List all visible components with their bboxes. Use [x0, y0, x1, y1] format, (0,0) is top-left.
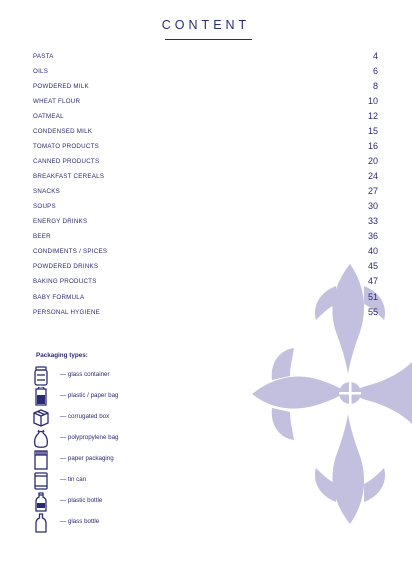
toc-label: POWDERED MILK	[33, 83, 89, 90]
packaging-label: — plastic / paper bag	[60, 392, 119, 399]
toc-label: CONDIMENTS / SPICES	[33, 248, 108, 255]
toc-page-number: 15	[367, 126, 378, 136]
toc-row[interactable]	[33, 307, 378, 322]
packaging-types-heading: Packaging types:	[36, 352, 88, 359]
toc-page-number: 51	[367, 292, 378, 302]
toc-label: PASTA	[33, 53, 54, 60]
toc-page-number: 55	[367, 307, 378, 317]
toc-page-number: 47	[367, 276, 378, 286]
toc-row[interactable]	[33, 201, 378, 216]
toc-label: PERSONAL HYGIENE	[33, 309, 101, 316]
toc-row[interactable]	[33, 51, 378, 66]
packaging-label: — glass container	[60, 371, 110, 378]
paper-packaging-icon	[33, 450, 49, 470]
toc-page-number: 27	[367, 186, 378, 196]
toc-row[interactable]	[33, 66, 378, 81]
toc-page-number: 24	[367, 171, 378, 181]
toc-row[interactable]	[33, 126, 378, 141]
toc-label: SOUPS	[33, 203, 56, 210]
toc-page-number: 30	[367, 201, 378, 211]
toc-label: BREAKFAST CEREALS	[33, 173, 105, 180]
toc-label: CANNED PRODUCTS	[33, 158, 100, 165]
toc-label: BAKING PRODUCTS	[33, 278, 97, 285]
toc-row[interactable]	[33, 186, 378, 201]
tin-can-icon	[33, 471, 49, 491]
toc-label: CONDENSED MILK	[33, 128, 93, 135]
toc-label: OATMEAL	[33, 113, 64, 120]
toc-row[interactable]	[33, 171, 378, 186]
toc-row[interactable]	[33, 261, 378, 276]
packaging-label: — tin can	[60, 476, 87, 483]
toc-row[interactable]	[33, 141, 378, 156]
toc-label: BABY FORMULA	[33, 294, 85, 301]
toc-label: TOMATO PRODUCTS	[33, 143, 99, 150]
toc-page-number: 8	[372, 81, 378, 91]
toc-row[interactable]	[33, 246, 378, 261]
corrugated-box-icon	[33, 408, 49, 428]
toc-page-number: 36	[367, 231, 378, 241]
toc-label: ENERGY DRINKS	[33, 218, 88, 225]
packaging-label: — corrugated box	[60, 413, 110, 420]
toc-page-number: 20	[367, 156, 378, 166]
title-underline	[165, 39, 252, 40]
packaging-label: — polypropylene bag	[60, 434, 119, 441]
toc-label: WHEAT FLOUR	[33, 98, 81, 105]
glass-bottle-icon	[33, 513, 49, 533]
toc-label: SNACKS	[33, 188, 60, 195]
toc-page-number: 45	[367, 261, 378, 271]
toc-page-number: 4	[372, 51, 378, 61]
toc-row[interactable]	[33, 292, 378, 307]
toc-row[interactable]	[33, 96, 378, 111]
glass-container-icon	[33, 366, 49, 386]
toc-row[interactable]	[33, 111, 378, 126]
packaging-label: — paper packaging	[60, 455, 114, 462]
toc-row[interactable]	[33, 81, 378, 96]
toc-page-number: 6	[372, 66, 378, 76]
toc-row[interactable]	[33, 231, 378, 246]
toc-page-number: 16	[367, 141, 378, 151]
packaging-label: — glass bottle	[60, 518, 100, 525]
toc-label: BEER	[33, 233, 51, 240]
plastic-bottle-icon	[33, 492, 49, 512]
plastic-paper-bag-icon	[33, 387, 49, 407]
toc-page-number: 10	[367, 96, 378, 106]
toc-row[interactable]	[33, 276, 378, 291]
toc-page-number: 12	[367, 111, 378, 121]
toc-page-number: 33	[367, 216, 378, 226]
packaging-label: — plastic bottle	[60, 497, 103, 504]
toc-label: OILS	[33, 68, 49, 75]
toc-row[interactable]	[33, 216, 378, 231]
toc-page-number: 40	[367, 246, 378, 256]
page-title: CONTENT	[161, 18, 251, 32]
toc-row[interactable]	[33, 156, 378, 171]
toc-label: POWDERED DRINKS	[33, 263, 99, 270]
polypropylene-bag-icon	[33, 429, 49, 449]
